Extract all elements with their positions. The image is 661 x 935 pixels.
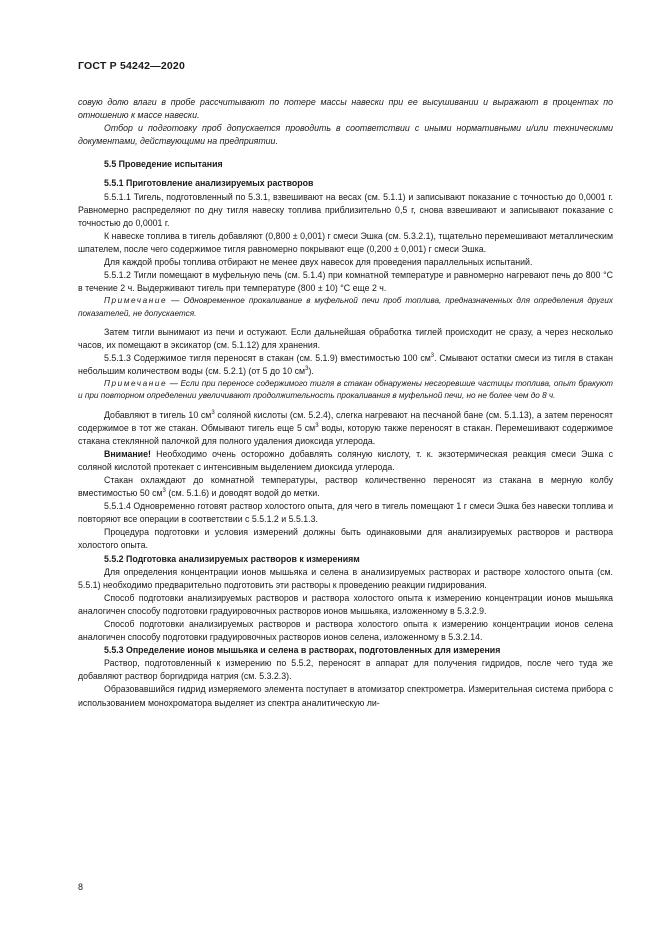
section-heading-5-5-3: 5.5.3 Определение ионов мышьяка и селена в растворах, подготовленных для измерения bbox=[104, 645, 501, 656]
paragraph: Для определения концентрации ионов мышьяка и селена в анализируемых растворах и растворе холостого опыта (см. 5.5.1) необходимо предварительно подготовить эти растворы к проведению реакции гидрирования. bbox=[78, 566, 613, 590]
paragraph: Для каждой пробы топлива отбирают не менее двух навесок для проведения параллельных испытаний. bbox=[104, 257, 533, 268]
note-label: Примечание bbox=[104, 379, 168, 389]
paragraph: Затем тигли вынимают из печи и остужают. Если дальнейшая обработка тиглей происходит не сразу, а через несколько часов, их помещают в эксикатор (см. 5.1.12) для хранения. bbox=[78, 326, 613, 350]
paragraph: 5.5.1.4 Одновременно готовят раствор холостого опыта, для чего в тигель помещают 1 г смеси Эшка без навески топлива и повторяют все операции в соответствии с 5.5.1.2 и 5.5.1.3. bbox=[78, 501, 613, 525]
superscript: 3 bbox=[430, 352, 435, 359]
text-run: Необходимо очень осторожно добавлять соляную кислоту, т. к. экзотермическая реакция смеси Эшка с соляной кислотой протекает с интенсивным выделением диоксида углерода. bbox=[78, 448, 613, 472]
warning-paragraph bbox=[78, 448, 613, 474]
note-label: Примечание bbox=[104, 296, 168, 306]
paragraph bbox=[78, 474, 613, 500]
text-run: ). bbox=[308, 366, 314, 376]
paragraph: 5.5.1.1 Тигель, подготовленный по 5.3.1, взвешивают на весах (см. 5.1.1) и записывают показание с точностью до 0,0001 г. Равномерно распределяют по дну тигля навеску топлива приблизительно 0,5 г, снова взвешивают и записывают показание с точностью до 0,0001 г. bbox=[78, 191, 613, 228]
superscript: 3 bbox=[211, 409, 215, 416]
superscript: 3 bbox=[305, 366, 309, 373]
superscript: 3 bbox=[162, 488, 166, 495]
text-run: . Смывают остатки смеси из тигля в стакан небольшим количеством воды (см. 5.2.1) (от 5 до 10 см bbox=[78, 352, 613, 376]
note-text: — Одновременное прокаливание в муфельной печи проб топлива, предназначенных для определения других показателей, не допускается. bbox=[78, 296, 613, 318]
paragraph: Способ подготовки анализируемых растворов и раствора холостого опыта к измерению концентрации ионов селена аналогичен способу подготовки градуировочных растворов ионов селена, изложенному в 5.3.2.14. bbox=[78, 619, 613, 643]
note bbox=[78, 378, 613, 402]
text-run: (см. 5.1.6) и доводят водой до метки. bbox=[165, 488, 320, 499]
document-header: ГОСТ Р 54242—2020 bbox=[78, 60, 186, 72]
paragraph: К навеске топлива в тигель добавляют (0,800 ± 0,001) г смеси Эшка (см. 5.3.2.1), тщательно перемешивают металлическим шпателем, после чего содержимое тигля равномерно покрывают еще (0,200 ± 0,001) г смеси Эшка. bbox=[78, 230, 613, 254]
text-run: воды, которую также переносят в стакан. Перемешивают содержимое стакана стеклянной палочкой для полного удаления диоксида углерода. bbox=[78, 422, 613, 446]
paragraph bbox=[78, 352, 613, 378]
page-number: 8 bbox=[78, 882, 84, 892]
text-run: Добавляют в тигель 10 см bbox=[104, 409, 212, 420]
paragraph bbox=[78, 409, 613, 448]
paragraph: 5.5.1.2 Тигли помещают в муфельную печь (см. 5.1.4) при комнатной температуре и равномерно нагревают печь до 800 °С в течение 2 ч. Выдерживают тигель при температуре (800 ± 10) °С еще 2 ч. bbox=[78, 270, 613, 294]
document-body bbox=[78, 96, 613, 710]
section-heading-5-5: 5.5 Проведение испытания bbox=[104, 159, 223, 170]
paragraph: Процедура подготовки и условия измерений должны быть одинаковыми для анализируемых растворов и раствора холостого опыта. bbox=[78, 527, 613, 551]
text-run: 5.5.1.3 Содержимое тигля переносят в стакан (см. 5.1.9) вместимостью 100 см bbox=[104, 352, 431, 363]
paragraph: Отбор и подготовку проб допускается проводить в соответствии с иными нормативными и/или техническими документами, действующими на предприятии. bbox=[78, 123, 613, 147]
note-text: — Если при переносе содержимого тигля в стакан обнаружены несгоревшие частицы топлива, опыт бракуют и при повторном определении увеличивают продолжительность прокаливания в муфельной печи, но не более чем до 8 ч. bbox=[78, 379, 613, 401]
paragraph: Раствор, подготовленный к измерению по 5.5.2, переносят в аппарат для получения гидридов, после чего туда же добавляют раствор боргидрида натрия (см. 5.3.2.3). bbox=[78, 658, 613, 682]
text-run: Стакан охлаждают до комнатной температуры, раствор количественно переносят из стакана в мерную колбу вместимостью 50 см bbox=[78, 474, 613, 499]
paragraph: Образовавшийся гидрид измеряемого элемента поступает в атомизатор спектрометра. Измерительная система прибора с использованием монохроматора выделяет из спектра аналитическую ли- bbox=[78, 684, 613, 708]
section-heading-5-5-1: 5.5.1 Приготовление анализируемых растворов bbox=[104, 178, 314, 189]
paragraph: Способ подготовки анализируемых растворов и раствора холостого опыта к измерению концентрации ионов мышьяка аналогичен способу подготовки градуировочных растворов ионов мышьяка, изложенному в 5.3.2.9. bbox=[78, 592, 613, 616]
note bbox=[78, 295, 613, 319]
text-run: соляной кислоты (см. 5.2.4), слегка нагревают на песчаной бане (см. 5.1.13), а затем переносят содержимое в тот же стакан. Обмывают тигель еще 5 см bbox=[78, 409, 613, 433]
section-heading-5-5-2: 5.5.2 Подготовка анализируемых растворов к измерениям bbox=[104, 553, 360, 564]
warning-label: Внимание! bbox=[104, 448, 151, 459]
paragraph: совую долю влаги в пробе рассчитывают по потере массы навески при ее высушивании и выражают в процентах по отношению к массе навески. bbox=[78, 97, 613, 121]
superscript: 3 bbox=[315, 422, 319, 429]
